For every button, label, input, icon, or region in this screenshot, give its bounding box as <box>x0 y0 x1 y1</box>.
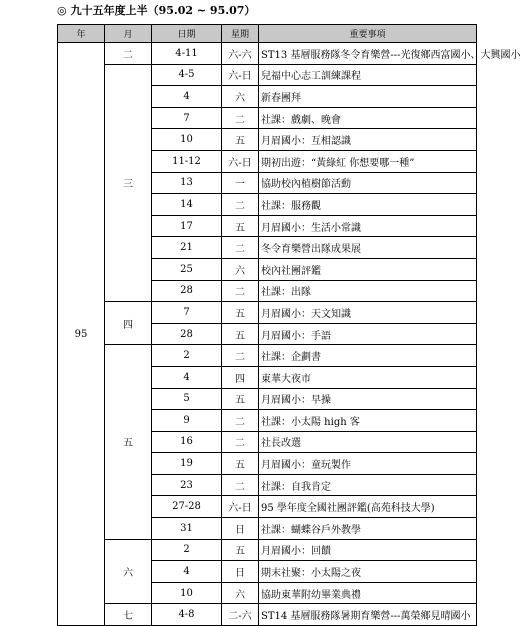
event-cell: 社長改選 <box>259 431 477 453</box>
weekday-cell: 六-日 <box>222 64 259 86</box>
date-cell: 17 <box>152 215 222 237</box>
date-cell: 28 <box>152 323 222 345</box>
weekday-cell: 六-六 <box>222 43 259 65</box>
month-cell: 六 <box>105 539 152 604</box>
weekday-cell: 六 <box>222 582 259 604</box>
event-cell: 社課：蝴蝶谷戶外教學 <box>259 518 477 540</box>
event-cell: 月眉國小：回饋 <box>259 539 477 561</box>
event-cell: 協助校內植樹節活動 <box>259 172 477 194</box>
weekday-cell: 一 <box>222 172 259 194</box>
weekday-cell: 五 <box>222 539 259 561</box>
date-cell: 4-11 <box>152 43 222 65</box>
month-cell: 二 <box>105 43 152 65</box>
weekday-cell: 五 <box>222 215 259 237</box>
date-cell: 10 <box>152 582 222 604</box>
weekday-cell: 日 <box>222 518 259 540</box>
event-cell: 月眉國小：早操 <box>259 388 477 410</box>
event-cell: 社課：戲劇、晚會 <box>259 107 477 129</box>
event-cell: 社課：小太陽 high 客 <box>259 410 477 432</box>
header-date: 日期 <box>152 25 222 43</box>
date-cell: 14 <box>152 194 222 216</box>
month-cell: 七 <box>105 604 152 626</box>
event-cell: 冬令育樂營出隊成果展 <box>259 237 477 259</box>
date-cell: 28 <box>152 280 222 302</box>
date-cell: 10 <box>152 129 222 151</box>
event-cell: 期末社聚：小太陽之夜 <box>259 561 477 583</box>
year-cell: 95 <box>58 43 105 626</box>
event-cell: 兒福中心志工訓練課程 <box>259 64 477 86</box>
event-cell: 月眉國小：互相認識 <box>259 129 477 151</box>
event-cell: 協助東華附幼畢業典禮 <box>259 582 477 604</box>
date-cell: 5 <box>152 388 222 410</box>
event-cell: 社課：企劃書 <box>259 345 477 367</box>
table-row <box>58 64 477 86</box>
weekday-cell: 二 <box>222 474 259 496</box>
event-cell: 校內社團評鑑 <box>259 258 477 280</box>
weekday-cell: 二 <box>222 410 259 432</box>
event-cell: ST13 基層服務隊冬令育樂營---光復鄉西富國小、大興國小 <box>259 43 477 65</box>
weekday-cell: 六 <box>222 258 259 280</box>
date-cell: 16 <box>152 431 222 453</box>
table-row <box>58 302 477 324</box>
event-cell: 95 學年度全國社團評鑑(高苑科技大學) <box>259 496 477 518</box>
weekday-cell: 二 <box>222 431 259 453</box>
event-cell: 社課：出隊 <box>259 280 477 302</box>
event-cell: 期初出遊：“黃綠紅 你想要哪一種” <box>259 150 477 172</box>
date-cell: 19 <box>152 453 222 475</box>
date-cell: 4-8 <box>152 604 222 626</box>
date-cell: 4 <box>152 86 222 108</box>
schedule-body <box>58 43 521 626</box>
table-row <box>58 604 477 626</box>
heading-text: 九十五年度上半（95.02 ~ 95.07） <box>70 4 256 17</box>
weekday-cell: 六 <box>222 86 259 108</box>
date-cell: 27-28 <box>152 496 222 518</box>
weekday-cell: 日 <box>222 561 259 583</box>
schedule-table <box>57 24 521 626</box>
weekday-cell: 六-日 <box>222 150 259 172</box>
weekday-cell: 二 <box>222 194 259 216</box>
event-cell: 新春團拜 <box>259 86 477 108</box>
event-cell: 月眉國小：天文知識 <box>259 302 477 324</box>
weekday-cell: 二 <box>222 107 259 129</box>
date-cell: 4 <box>152 561 222 583</box>
weekday-cell: 五 <box>222 453 259 475</box>
date-cell: 31 <box>152 518 222 540</box>
header-row <box>58 25 477 43</box>
event-cell: 社課：自我肯定 <box>259 474 477 496</box>
table-row <box>58 43 477 65</box>
section-heading <box>57 2 255 18</box>
event-cell: 月眉國小：童玩製作 <box>259 453 477 475</box>
weekday-cell: 四 <box>222 366 259 388</box>
event-cell: 東華大夜市 <box>259 366 477 388</box>
date-cell: 2 <box>152 539 222 561</box>
header-weekday: 星期 <box>222 25 259 43</box>
date-cell: 11-12 <box>152 150 222 172</box>
date-cell: 7 <box>152 302 222 324</box>
date-cell: 9 <box>152 410 222 432</box>
event-cell: ST14 基層服務隊暑期育樂營---萬榮鄉見晴國小 <box>259 604 477 626</box>
weekday-cell: 五 <box>222 302 259 324</box>
date-cell: 4 <box>152 366 222 388</box>
weekday-cell: 二 <box>222 280 259 302</box>
weekday-cell: 五 <box>222 323 259 345</box>
month-cell: 三 <box>105 64 152 302</box>
header-month: 月 <box>105 25 152 43</box>
month-cell: 四 <box>105 302 152 345</box>
month-cell: 五 <box>105 345 152 539</box>
weekday-cell: 六-日 <box>222 496 259 518</box>
weekday-cell: 二 <box>222 237 259 259</box>
table-row <box>58 345 477 367</box>
weekday-cell: 二 <box>222 345 259 367</box>
table-row <box>58 539 477 561</box>
date-cell: 25 <box>152 258 222 280</box>
date-cell: 13 <box>152 172 222 194</box>
date-cell: 7 <box>152 107 222 129</box>
date-cell: 21 <box>152 237 222 259</box>
weekday-cell: 五 <box>222 129 259 151</box>
date-cell: 4-5 <box>152 64 222 86</box>
date-cell: 23 <box>152 474 222 496</box>
event-cell: 社課：服務觀 <box>259 194 477 216</box>
weekday-cell: 二-六 <box>222 604 259 626</box>
heading-symbol: ◎ <box>57 4 67 17</box>
date-cell: 2 <box>152 345 222 367</box>
event-cell: 月眉國小：手語 <box>259 323 477 345</box>
header-event: 重要事項 <box>259 25 477 43</box>
weekday-cell: 五 <box>222 388 259 410</box>
event-cell: 月眉國小：生活小常識 <box>259 215 477 237</box>
header-year: 年 <box>58 25 105 43</box>
